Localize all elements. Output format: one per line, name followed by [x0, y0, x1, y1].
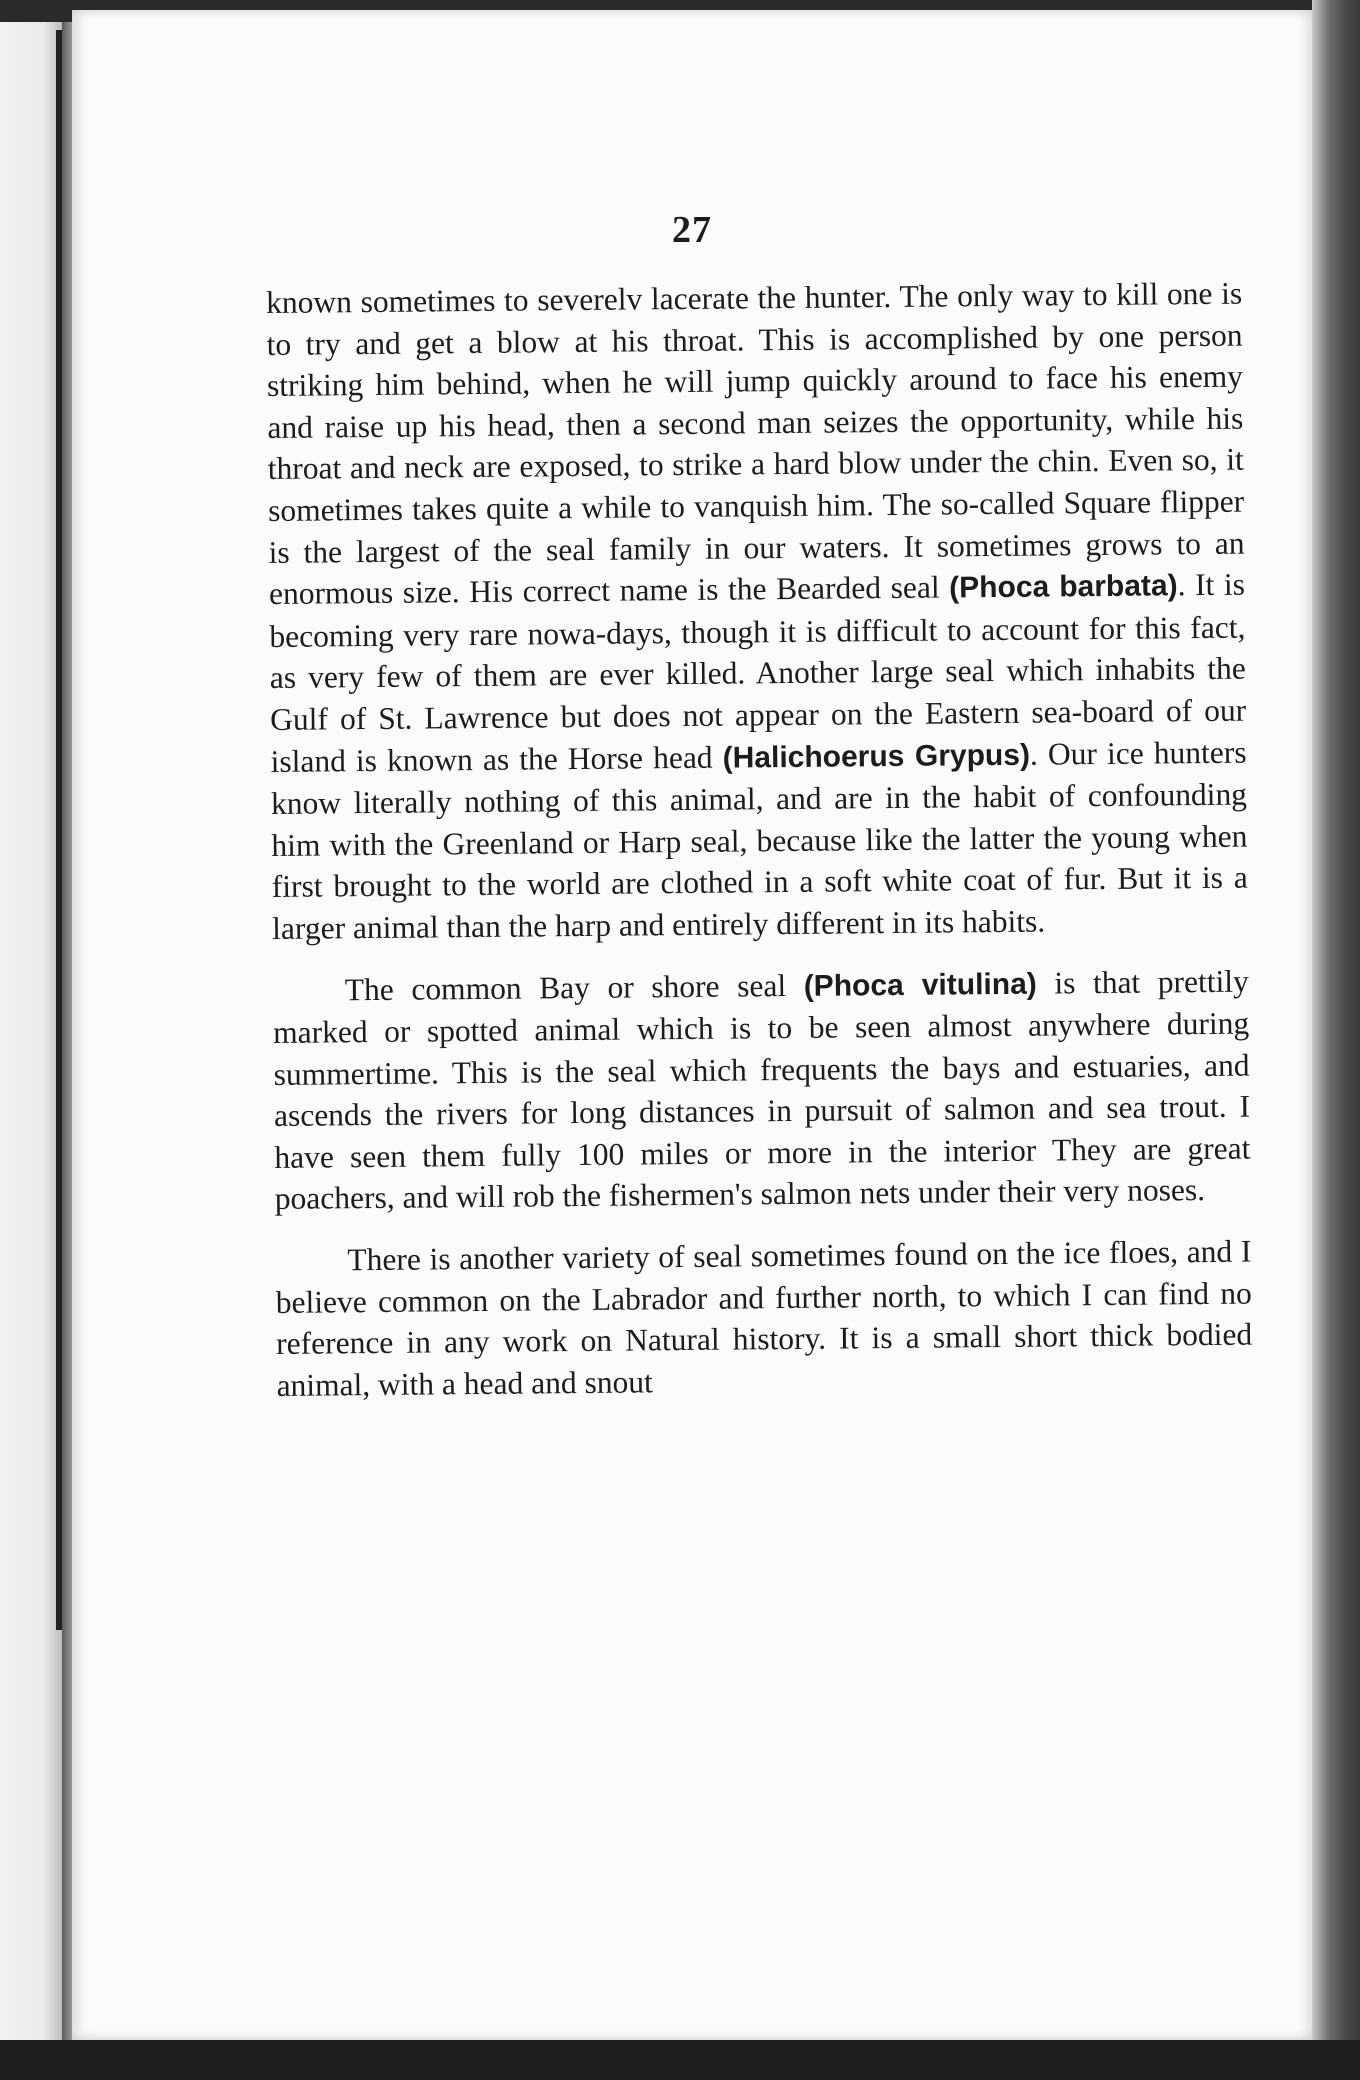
scientific-name-phoca-vitulina: (Phoca vitulina)	[803, 967, 1037, 1003]
paragraph-1	[266, 273, 1248, 950]
paragraph-2-text-b: is that prettily marked or spotted animal which is to be seen almost anywhere during summertime. This is the seal which frequents the bays and estuaries, and ascends the rivers for long distances in pursuit of salmon and sea trout. I have seen them fully 100 miles or more in the interior They are great poachers, and will rob the fishermen's salmon nets under their very noses.	[273, 963, 1251, 1217]
paragraph-2	[273, 960, 1251, 1220]
scientific-name-phoca-barbata: (Phoca barbata)	[949, 569, 1178, 605]
facing-page-edge	[0, 22, 62, 2040]
book-page	[72, 10, 1312, 2040]
page-stack-edge	[1312, 0, 1360, 2040]
paragraph-1-text-a: known sometimes to severelv lacerate the hunter. The only way to kill one is to try and get a blow at his throat. This is accomplished by one person striking him behind, when he will jump quickly around to face his enemy and raise up his head, then a second man seizes the opportunity, while his throat and neck are exposed, to strike a hard blow under the chin. Even so, it sometimes takes quite a while to vanquish him. The so-called Square flipper is the largest of the seal family in our waters. It sometimes grows to an enormous size. His correct name is the Bearded seal	[266, 275, 1245, 612]
paragraph-1-text-c: . Our ice hunters know literally nothing of this animal, and are in the habit of confounding him with the Greenland or Harp seal, because like the latter the young when first brought to the world are clothed in a soft white coat of fur. But it is a larger animal than the harp and entirely different in its habits.	[270, 734, 1248, 946]
paragraph-1-text-b: . It is becoming very rare nowa-days, though it is difficult to account for this fact, as very few of them are ever killed. Another large seal which inhabits the Gulf of St. Lawrence but does not appear on the Eastern sea-board of our island is known as the Horse head	[269, 566, 1247, 779]
scanner-frame-bottom	[0, 2040, 1360, 2080]
book-gutter	[62, 22, 72, 2040]
paragraph-3	[275, 1231, 1253, 1407]
page-number: 27	[672, 209, 712, 251]
scientific-name-halichoerus-grypus: (Halichoerus Grypus)	[722, 738, 1031, 775]
paragraph-2-text-a: The common Bay or shore seal	[344, 967, 804, 1007]
page-body-text	[266, 273, 1253, 1407]
paragraph-3-text-a: There is another variety of seal sometimes found on the ice floes, and I believe common on the Labrador and further north, to which I can find no reference in any work on Natural history. It is a small short thick bodied animal, with a head and snout	[275, 1233, 1253, 1403]
